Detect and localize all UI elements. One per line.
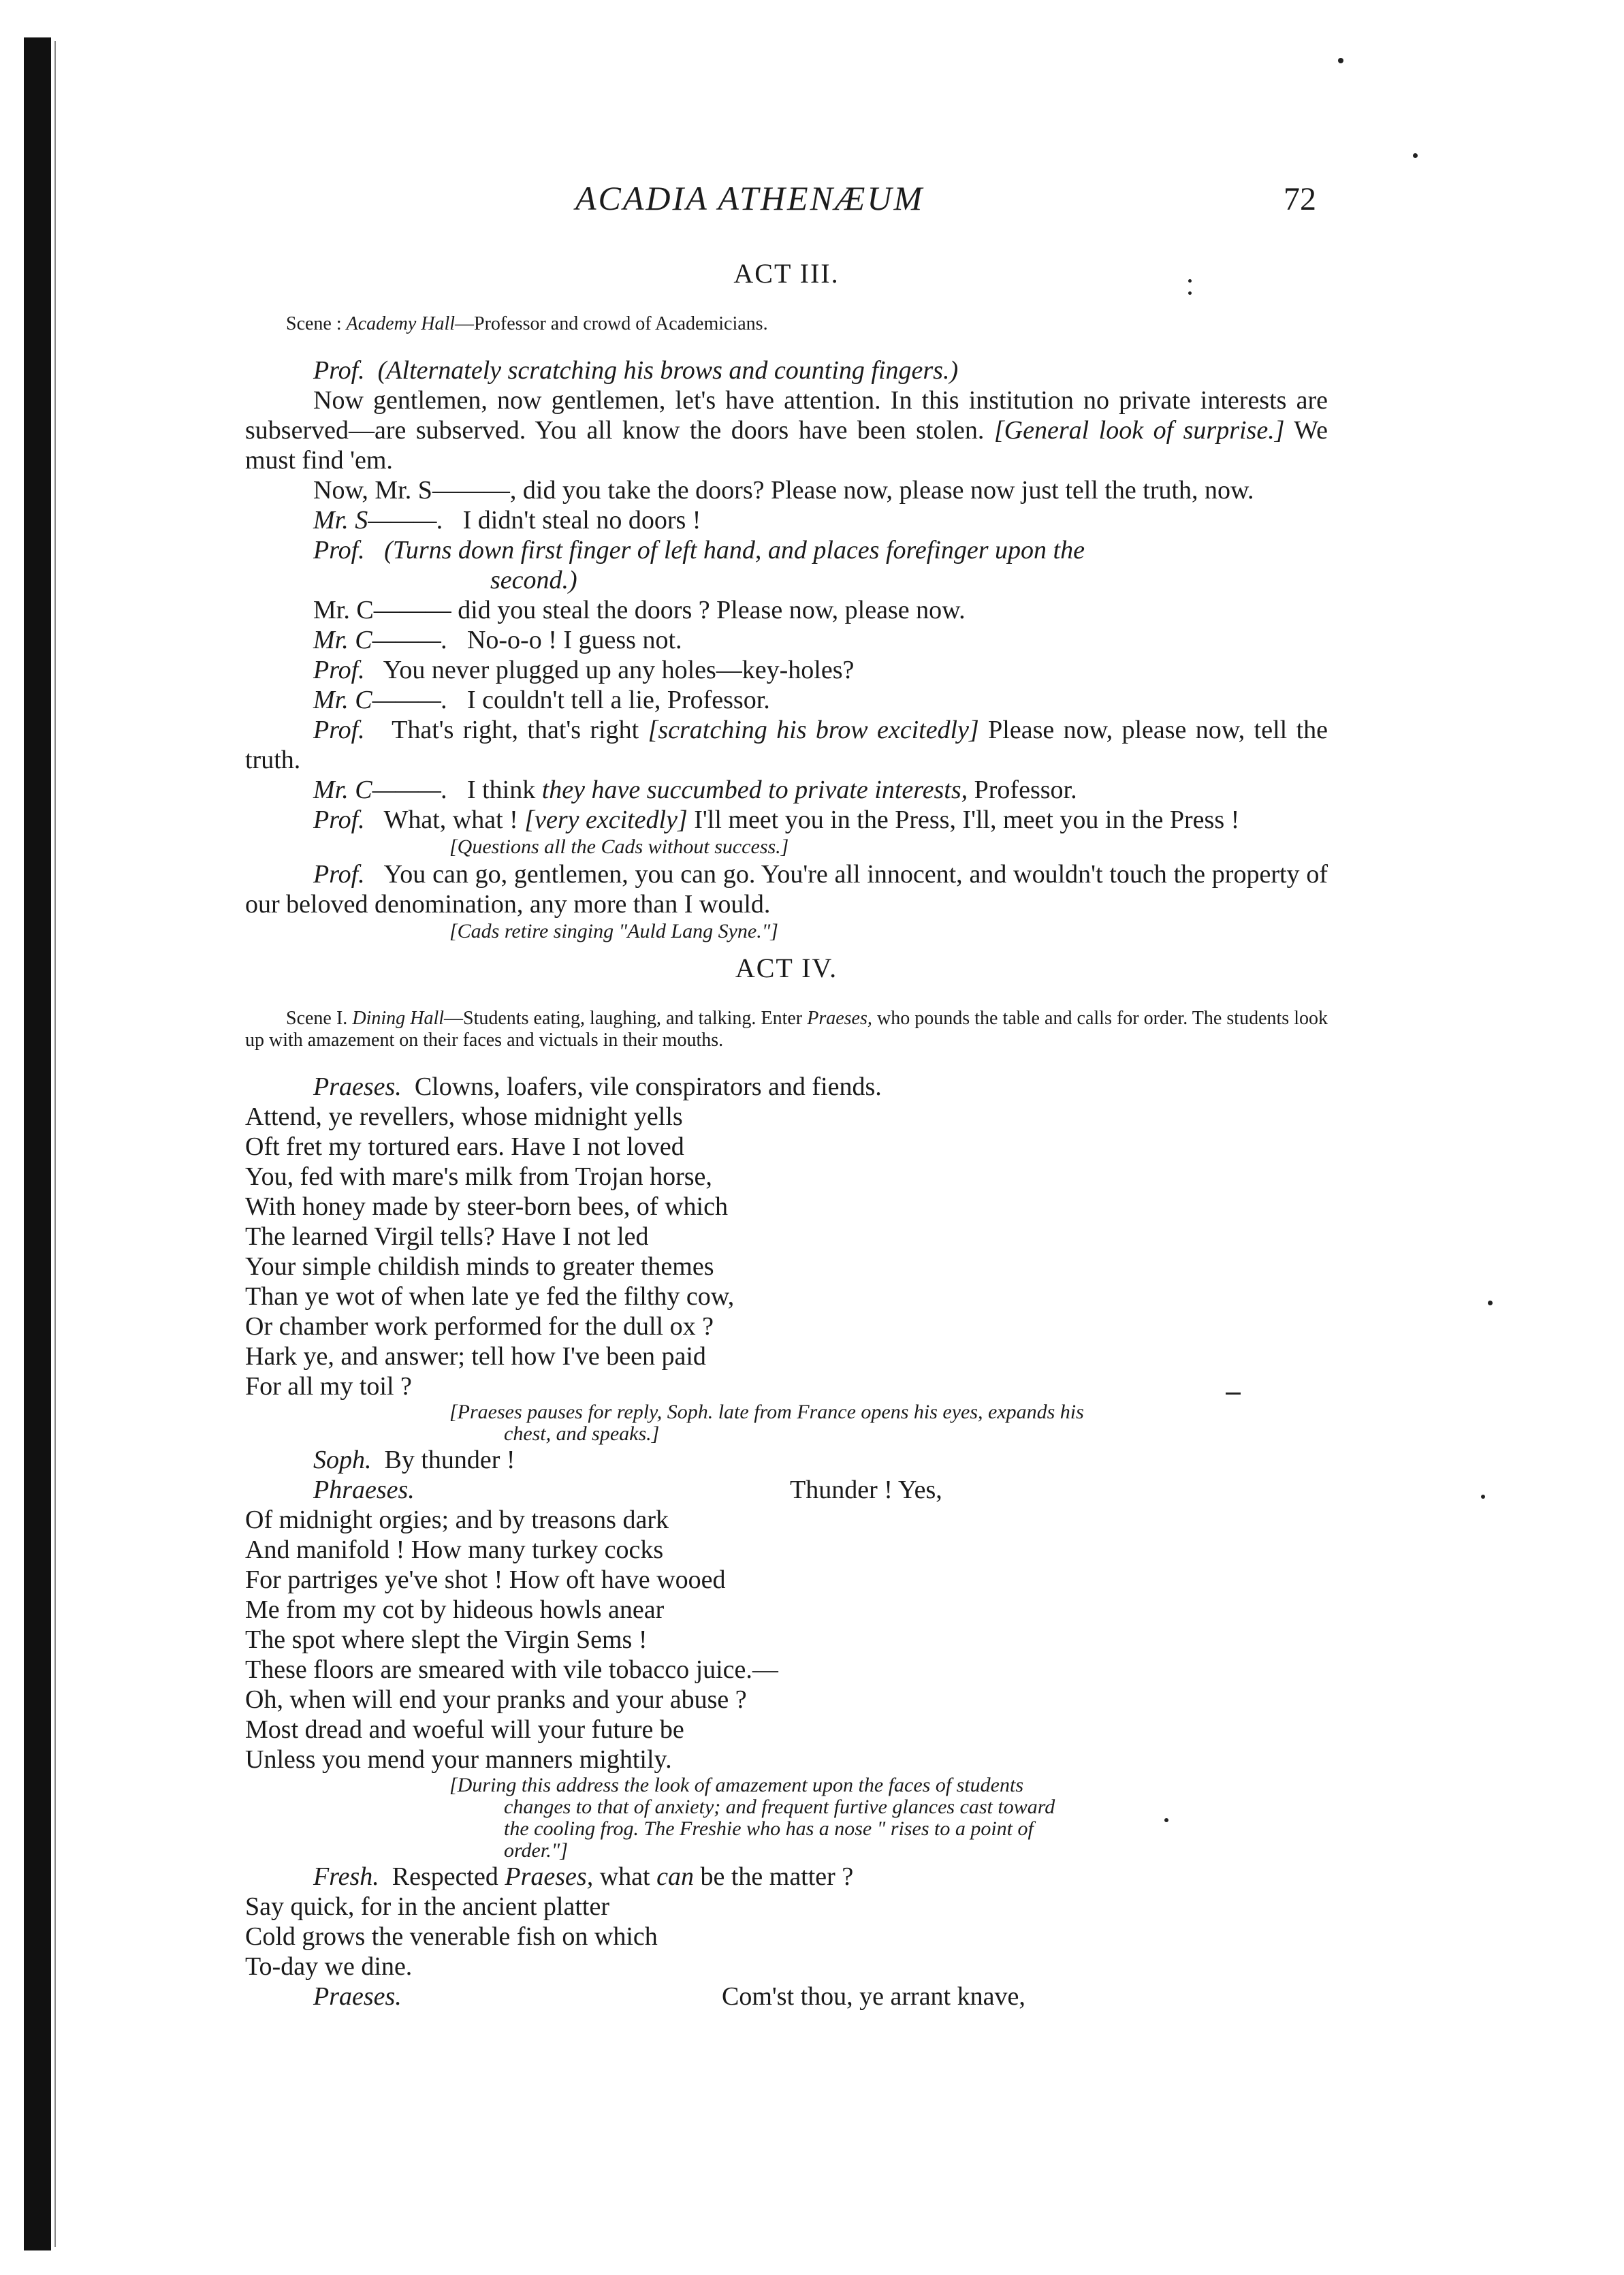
verse-line: With honey made by steer-born bees, of which	[245, 1192, 728, 1221]
verse-line: For all my toil ?	[245, 1372, 412, 1401]
scene-direction: Scene : Academy Hall—Professor and crowd of Academicians.	[286, 313, 768, 334]
speck	[1338, 58, 1343, 63]
verse-line: And manifold ! How many turkey cocks	[245, 1536, 664, 1564]
stage-direction: [During this address the look of amazement upon the faces of students changes to that of anxiety; and frequent furtive glances cast toward the cooling frog. The Freshie who has a nose " rises to a point of order."]	[449, 1774, 1055, 1862]
dialogue-line: Soph. By thunder !	[313, 1446, 515, 1474]
verse-line: The spot where slept the Virgin Sems !	[245, 1625, 648, 1654]
dialogue-line: Now gentlemen, now gentlemen, let's have attention. In this institution no private interests are subserved—are subserved. You all know the doors have been stolen. [General look of surprise.] We must find 'em.	[245, 386, 1328, 475]
act-heading: ACT IV.	[735, 953, 838, 983]
dialogue-line: Prof. (Alternately scratching his brows and counting fingers.)	[313, 356, 959, 385]
running-header	[245, 178, 1335, 219]
dialogue-line: Mr. C——— did you steal the doors ? Please now, please now.	[313, 596, 966, 624]
speck	[1488, 1301, 1493, 1305]
verse-block	[245, 1892, 1328, 1982]
dialogue-line: Now, Mr. S———, did you take the doors? Please now, please now just tell the truth, now.	[313, 476, 1254, 505]
verse-line: For partriges ye've shot ! How oft have wooed	[245, 1565, 726, 1594]
verse-line: Oft fret my tortured ears. Have I not loved	[245, 1132, 684, 1161]
scene-direction: Scene I. Dining Hall—Students eating, laughing, and talking. Enter Praeses, who pounds the table and calls for order. The students look up with amazement on their faces and victuals in their mouths.	[245, 1008, 1328, 1051]
stage-direction-continued: second.)	[490, 566, 577, 594]
dialogue-line: Praeses. Clowns, loafers, vile conspirators and fiends.	[313, 1072, 882, 1101]
speck	[1413, 153, 1418, 158]
dialogue-line: Phraeses. Thunder ! Yes,	[313, 1476, 942, 1504]
binding-edge	[24, 37, 51, 2250]
verse-line: Unless you mend your manners mightily.	[245, 1745, 672, 1774]
speck	[1481, 1495, 1485, 1499]
verse-line: You, fed with mare's milk from Trojan horse,	[245, 1162, 712, 1191]
stage-direction: [Praeses pauses for reply, Soph. late from France opens his eyes, expands his chest, and speaks.]	[449, 1401, 1084, 1445]
verse-line: Than ye wot of when late ye fed the filthy cow,	[245, 1282, 735, 1311]
verse-line: To-day we dine.	[245, 1952, 413, 1981]
margin-rule	[54, 41, 56, 2247]
dialogue-line: Prof. You can go, gentlemen, you can go. You're all innocent, and wouldn't touch the property of our beloved denomination, any more than I would.	[245, 860, 1328, 919]
stage-direction: [Questions all the Cads without success.]	[449, 836, 789, 858]
dialogue-line: Prof. (Turns down first finger of left hand, and places forefinger upon the	[313, 536, 1085, 564]
journal-title: ACADIA ATHENÆUM	[575, 179, 925, 217]
dialogue-line: Praeses. Com'st thou, ye arrant knave,	[313, 1982, 1025, 2011]
verse-line: Or chamber work performed for the dull ox ?	[245, 1312, 714, 1341]
verse-line: Cold grows the venerable fish on which	[245, 1922, 658, 1951]
verse-line: The learned Virgil tells? Have I not led	[245, 1222, 649, 1251]
verse-line: Say quick, for in the ancient platter	[245, 1892, 609, 1921]
verse-line: Your simple childish minds to greater themes	[245, 1252, 714, 1281]
dialogue-line: Mr. C———. I think they have succumbed to private interests, Professor.	[313, 776, 1077, 804]
page-body	[245, 259, 1328, 2011]
verse-line: Oh, when will end your pranks and your abuse ?	[245, 1685, 747, 1714]
dialogue-line: Mr. C———. I couldn't tell a lie, Professor.	[313, 686, 770, 714]
verse-line: Of midnight orgies; and by treasons dark	[245, 1506, 669, 1534]
dialogue-line: Prof. What, what ! [very excitedly] I'll meet you in the Press, I'll, meet you in the Press !	[313, 806, 1240, 834]
act-heading: ACT III.	[733, 258, 840, 289]
verse-block	[245, 1102, 1328, 1401]
verse-line: Hark ye, and answer; tell how I've been paid	[245, 1342, 706, 1371]
dialogue-line: Fresh. Respected Praeses, what can be the matter ?	[313, 1862, 854, 1891]
page-number: 72	[1284, 181, 1316, 217]
dialogue-line: Prof. That's right, that's right [scratching his brow excitedly] Please now, please now, tell the truth.	[245, 716, 1328, 774]
dialogue-line: Prof. You never plugged up any holes—key-holes?	[313, 656, 855, 684]
verse-line: Most dread and woeful will your future be	[245, 1715, 684, 1744]
verse-line: Me from my cot by hideous howls anear	[245, 1595, 665, 1624]
verse-line: These floors are smeared with vile tobacco juice.—	[245, 1655, 778, 1684]
verse-line: Attend, ye revellers, whose midnight yells	[245, 1102, 683, 1131]
dialogue-line: Mr. S———. I didn't steal no doors !	[313, 506, 701, 535]
dialogue-line: Mr. C———. No-o-o ! I guess not.	[313, 626, 682, 654]
verse-block	[245, 1505, 1328, 1775]
stage-direction: [Cads retire singing "Auld Lang Syne."]	[449, 920, 778, 942]
